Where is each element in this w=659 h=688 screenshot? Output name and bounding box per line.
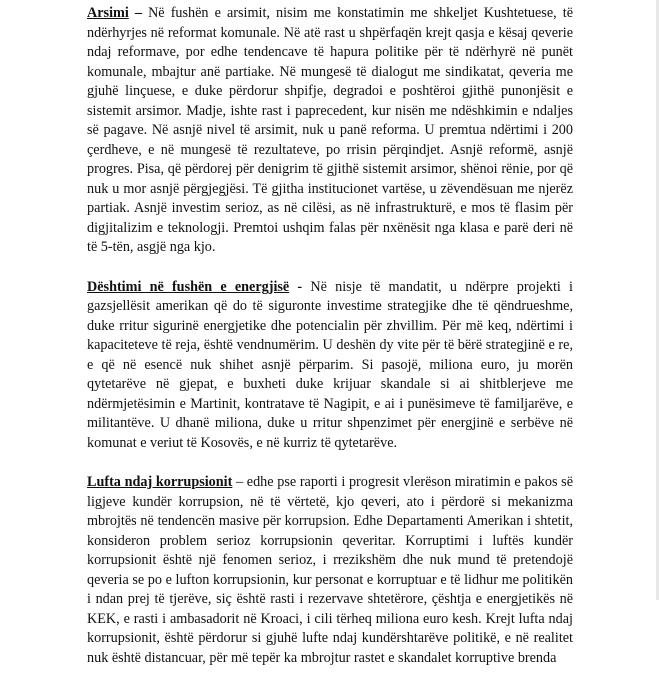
section-education-text: Në fushën e arsimit, nisim me konstatimin me shkeljet Kushtetuese, të ndërhyrjes në reformat komunale. Në atë rast u shpërfaqën krejt qasja e kësaj qeverie ndaj reformave, por edhe tendencave të hapura politike për të ndërhyrë në punët komunale, mbajtur anë partiake. Në mungesë të dialogut me sindikatat, qeveria me gjuhë linçuese, e duke përdorur shpifje, degradoi e poshtëroi gjithë punonjësit e sistemit arsimor. Madje, ishte rast i paprecedent, kur nisën me ndëshkimin e ndaljes së pagave. Në asnjë nivel të arsimit, nuk u panë reforma. U premtua ndërtimi i 200 çerdheve, e në mungesë të rezultateve, po rrisin përqindjet. Asnjë reformë, asnjë progres. Pisa, që përdorej për denigrim të gjithë sistemit arsimor, shënoi rënie, por që nuk u mor asnjë përgjegjësi. Të gjitha institucionet vartëse, u zëvendësuan me njerëz partiak. Asnjë investim serioz, as në cilësi, as në infrastrukturë, e mos të flasim për digjitalizim e teknologji. Premtoi ushqim falas për nxënësit nga klasa e parë deri në të 5-tën, asgjë nga kjo. — [87, 5, 574, 255]
section-corruption — [87, 473, 573, 668]
section-energy-heading: Dështimi në fushën e energjisë — [87, 278, 290, 295]
section-education — [87, 4, 573, 258]
section-energy — [87, 278, 573, 454]
document-body — [87, 4, 573, 688]
section-education-heading: Arsimi — [87, 5, 129, 21]
section-energy-text: Në nisje të mandatit, u ndërpre projekti i gazsjellësit amerikan që do të siguronte investime strategjike dhe të qëndrueshme, duke rritur sigurinë energjetike dhe potencialin për zhvillim. Për më keq, ndërtimi i kapaciteteve të reja, është vendnumërim. U deshën dy vite për të bërë strategjinë e re, e që në esencë nuk shihet asnjë përparim. Si pasojë, miliona euro, ju morën qytetarëve në gjepat, e buxheti duke krijuar skandale si ai shitblerjeve me ndërmjetësimin e Martinit, kontratave të Nagipit, e ai i punësimeve të familjarëve, e militantëve. U dhanë miliona, duke u rritur shpenzimet për energjinë e serbëve në komunat e veriut të Kosovës, e në kurriz të qytetarëve. — [87, 278, 573, 451]
section-education-separator: – — [128, 5, 149, 21]
section-energy-separator: - — [289, 278, 311, 295]
section-corruption-text: edhe pse raporti i progresit vlerëson miratimin e pakos së ligjeve kundër korrupsion, në të vërtetë, kjo qeveri, ato i përdorë si mekanizma mbrojtës në tendencën masive për korrupsion. Edhe Departamenti Amerikan i shtetit, konsideron problem serioz korrupsionin qeveritar. Korruptimi i luftës kundër korrupsionit është një fenomen serioz, i rrezikshëm dhe nuk mund të pretendojë qeveria se po e lufton korrupsionin, kur personat e korruptuar e të lidhur me politikën i ndan prej të tjerëve, siç është rasti i rezervave shtetërore, çështja e energjetikës në KEK, e rasti i ambasadorit në Kroaci, i cili tërheq miliona euro kesh. Krejt lufta ndaj korrupsionit, është përdorur si gjuhë lufte ndaj kundërshtarëve politikë, e në realitet nuk është distancuar, për më tepër ka mbrojtur rastet e skandalet korruptive brenda — [87, 474, 573, 666]
section-corruption-separator: – — [232, 474, 247, 490]
section-corruption-heading: Lufta ndaj korrupsionit — [87, 474, 233, 490]
